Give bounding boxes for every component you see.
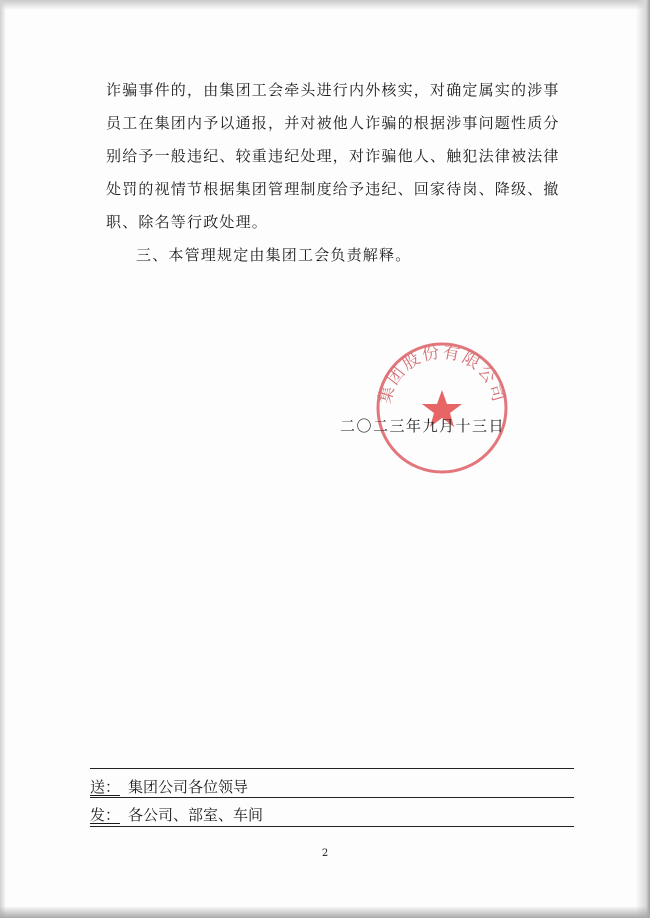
scan-edge-top: [0, 0, 650, 10]
body-text: [106, 74, 576, 272]
issue-to-value: 各公司、部室、车间: [128, 806, 264, 824]
divider-middle: [90, 797, 574, 798]
divider-bottom: [90, 826, 574, 827]
send-to-value: 集团公司各位领导: [128, 778, 249, 796]
issue-to-label: 发：: [90, 806, 121, 824]
seal-text: 集团股份有限公司: [375, 342, 509, 406]
body-line: 职、除名等行政处理。: [106, 213, 269, 231]
scan-edge-bottom: [0, 906, 650, 918]
page-number: 2: [321, 848, 329, 859]
scan-edge-left: [0, 0, 6, 918]
send-to-label: 送：: [90, 778, 121, 796]
issue-to-row: [90, 804, 574, 828]
body-line: 别给予一般违纪、较重违纪处理，对诈骗他人、触犯法律被法律: [106, 147, 560, 165]
clause-3: 三、本管理规定由集团工会负责解释。: [136, 246, 412, 264]
divider-top: [90, 768, 574, 769]
body-line: 处罚的视情节根据集团管理制度给予违纪、回家待岗、降级、撤: [106, 180, 560, 198]
document-date: 二〇二三年九月十三日: [340, 417, 506, 435]
company-seal: [372, 338, 512, 478]
body-line: 员工在集团内予以通报，并对被他人诈骗的根据涉事问题性质分: [106, 114, 560, 132]
scan-edge-right: [636, 0, 650, 918]
body-line: 诈骗事件的，由集团工会牵头进行内外核实，对确定属实的涉事: [106, 81, 560, 99]
